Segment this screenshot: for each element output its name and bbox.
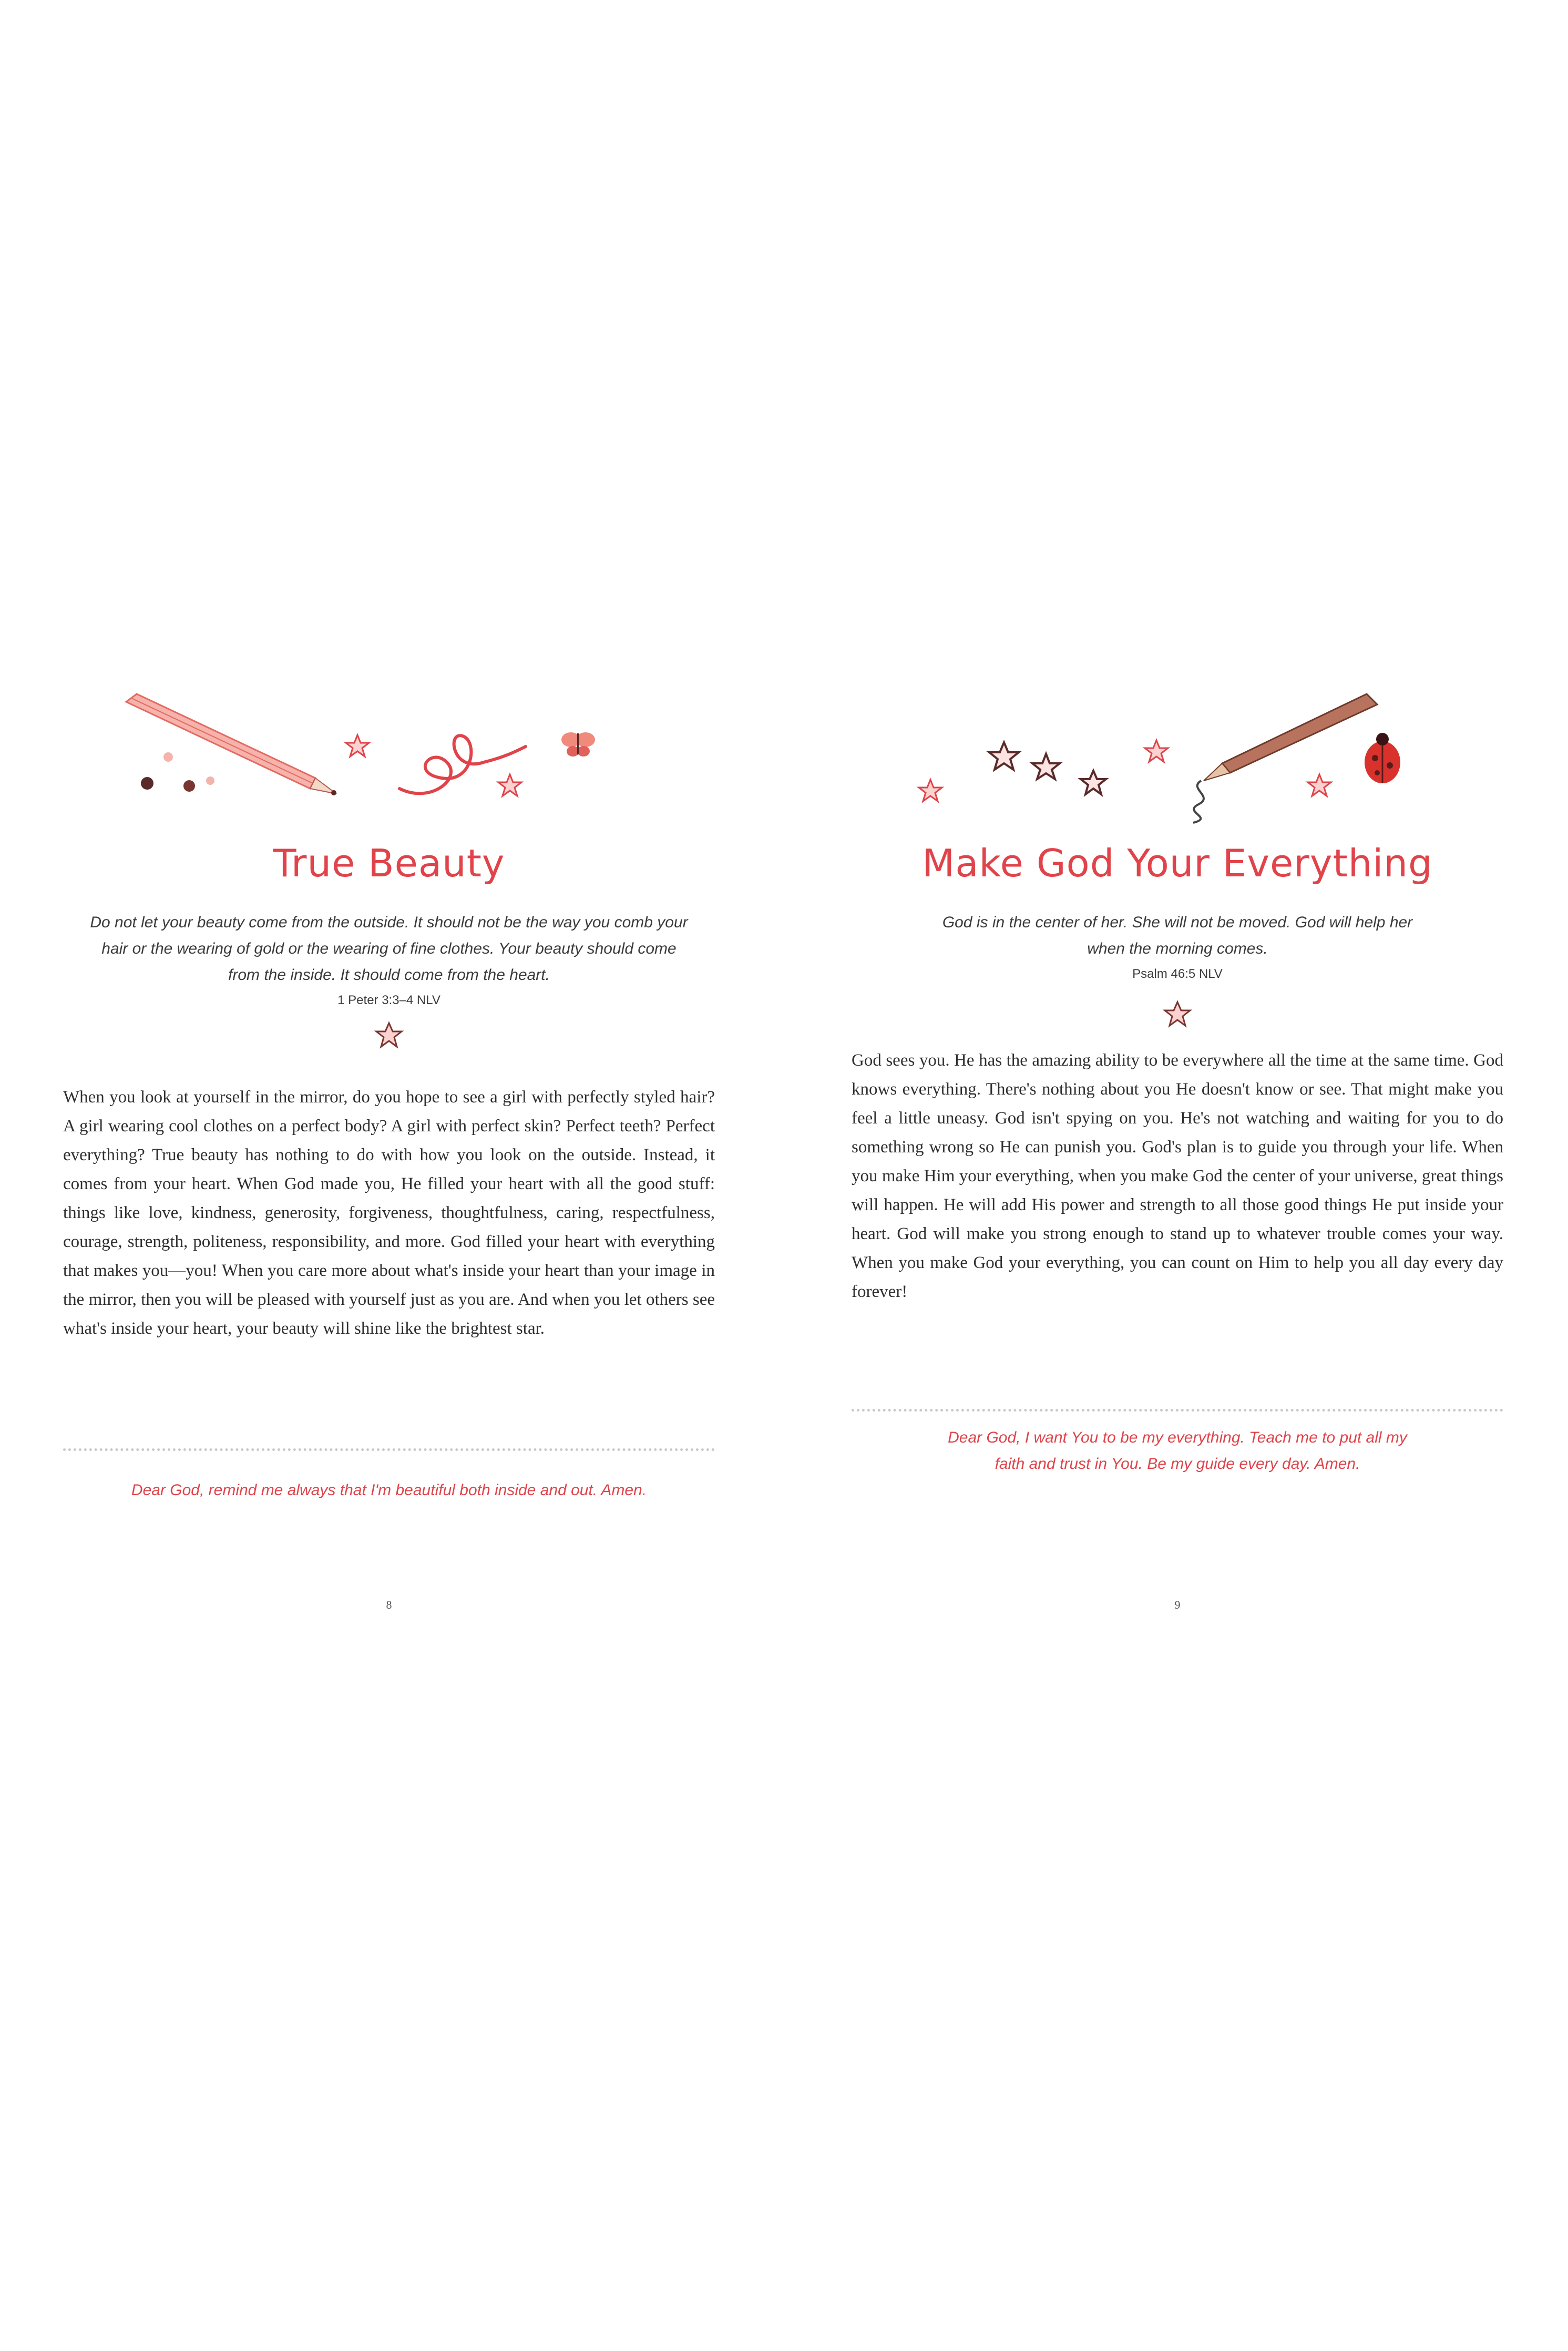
verse-reference: 1 Peter 3:3–4 NLV	[337, 993, 440, 1007]
scripture-verse	[852, 909, 1503, 986]
star-icon	[346, 735, 369, 757]
butterfly-icon	[561, 732, 595, 757]
verse-text: Do not let your beauty come from the outside. It should not be the way you comb your hair or the wearing of gold or the wearing of fine clothes. Your beauty should come from the inside. It should come from the heart.	[90, 914, 688, 984]
star-icon	[989, 742, 1019, 770]
page-title: Make God Your Everything	[922, 841, 1433, 885]
star-icon	[498, 774, 521, 796]
left-page	[63, 683, 715, 1630]
star-icon	[1145, 740, 1168, 762]
dotted-divider	[852, 1409, 1503, 1417]
star-icon	[1081, 771, 1106, 794]
dot-icon	[141, 777, 153, 790]
left-decor-svg	[63, 683, 715, 825]
ladybug-icon	[1365, 733, 1400, 783]
star-divider	[63, 1020, 715, 1054]
scripture-verse	[63, 909, 715, 1013]
verse-reference: Psalm 46:5 NLV	[1132, 967, 1223, 981]
dot-icon	[183, 780, 195, 792]
verse-text: God is in the center of her. She will not be moved. God will help her when the morning comes.	[942, 914, 1413, 957]
pencil-icon	[126, 694, 336, 795]
star-icon	[1308, 774, 1331, 796]
right-decor-svg	[852, 683, 1503, 825]
page-number: 8	[386, 1598, 392, 1611]
prayer-text: Dear God, I want You to be my everything. Teach me to put all my faith and trust in You. Be my guide every day. Amen.	[948, 1429, 1407, 1473]
right-page	[852, 683, 1503, 1630]
devotional-body: God sees you. He has the amazing ability to be everywhere all the time at the same time. God knows everything. There's nothing about you He doesn't know or see. That might make you feel a little uneasy. God isn't spying on you. He's not watching and waiting for you to do something wrong so He can punish you. God's plan is to guide you through your life. When you make Him your everything, when you make God the center of your universe, great things will happen. He will add His power and strength to all those good things He put inside your heart. God will make you strong enough to stand up to whatever trouble comes your way. When you make God your everything, you can count on Him to help you all day every day forever!	[852, 1051, 1503, 1301]
star-divider	[852, 999, 1503, 1033]
star-icon	[1162, 999, 1193, 1030]
pencil-icon	[1204, 694, 1377, 781]
dot-icon	[163, 752, 173, 762]
devotional-body: When you look at yourself in the mirror, do you hope to see a girl with perfectly styled hair? A girl wearing cool clothes on a perfect body? A girl with perfect skin? Perfect teeth? Perfect everything? True beauty has nothing to do with how you look on the outside. Instead, it comes from your heart. When God made you, He filled your heart with all the good stuff: things like love, kindness, generosity, forgiveness, thoughtfulness, caring, respectfulness, courage, strength, politeness, responsibility, and more. God filled your heart with everything that makes you—you! When you care more about what's inside your heart than your image in the mirror, then you will be pleased with yourself just as you are. And when you let others see what's inside your heart, your beauty will shine like the brightest star.	[63, 1088, 715, 1338]
star-icon	[919, 780, 942, 801]
squiggle-icon	[1193, 781, 1204, 823]
dot-icon	[206, 776, 214, 785]
page-number: 9	[1174, 1598, 1181, 1611]
star-icon	[373, 1020, 405, 1051]
left-page-decoration	[63, 683, 715, 825]
page-title: True Beauty	[273, 841, 505, 885]
right-page-decoration	[852, 683, 1503, 825]
dotted-divider	[63, 1448, 715, 1456]
star-icon	[1032, 754, 1060, 779]
prayer-text: Dear God, remind me always that I'm beautiful both inside and out. Amen.	[131, 1481, 647, 1499]
